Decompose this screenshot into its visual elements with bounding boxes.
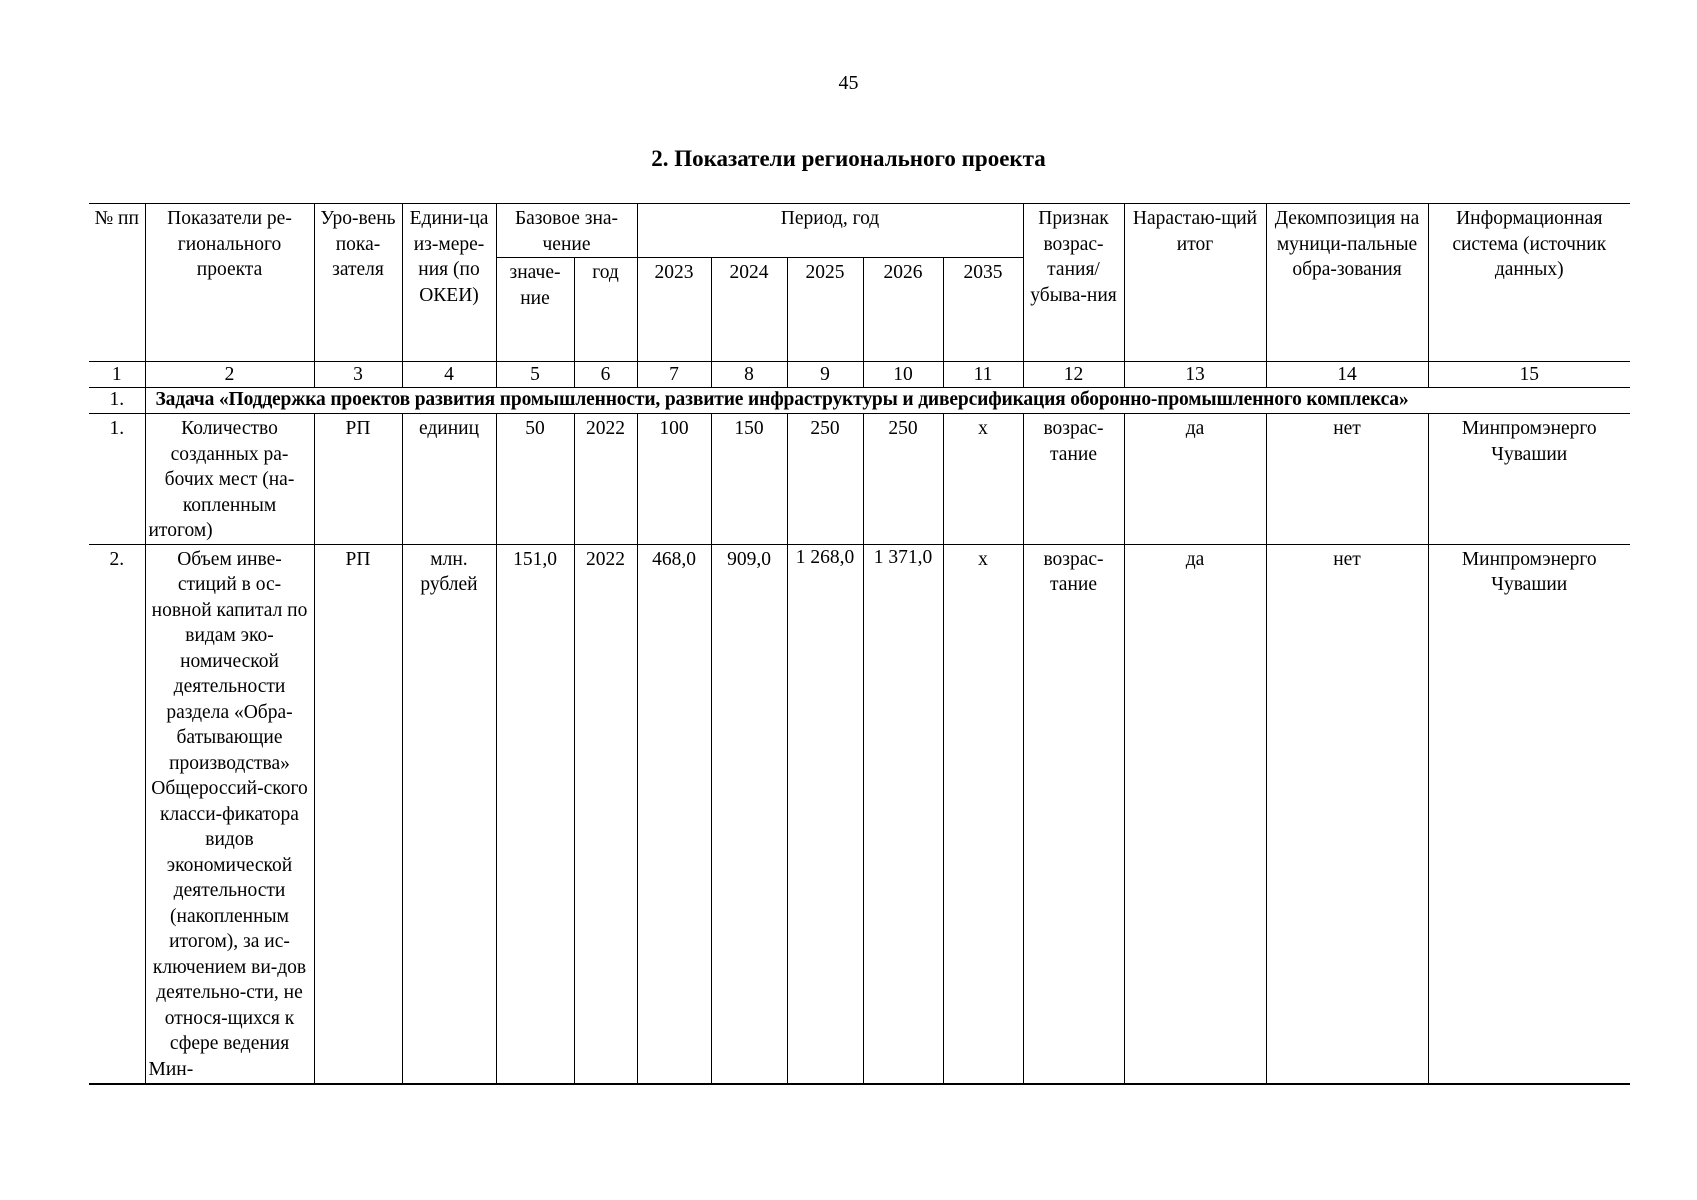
row-unit: единиц: [402, 414, 496, 545]
indicators-table: [89, 203, 1630, 1085]
row-value-2035: х: [943, 414, 1023, 545]
row-base-value: 50: [496, 414, 574, 545]
header-no: № пп: [89, 204, 145, 362]
row-value-2023: 100: [637, 414, 711, 545]
task-row: [89, 388, 1630, 414]
row-sign: возрас-тание: [1023, 414, 1124, 545]
header-base-value: значе-ние: [496, 258, 574, 362]
header-info-system: Информационная система (источник данных): [1428, 204, 1630, 362]
column-numbers-row: [89, 362, 1630, 388]
row-cumulative: да: [1124, 414, 1266, 545]
row-indicator: Количество созданных ра-бочих мест (на-копленным итогом): [145, 414, 314, 545]
header-year-2026: 2026: [863, 258, 943, 362]
header-year-2025: 2025: [787, 258, 863, 362]
row-level: РП: [314, 414, 402, 545]
row-info-system: Минпромэнерго Чувашии: [1428, 414, 1630, 545]
column-number: 10: [863, 362, 943, 388]
header-decomposition: Декомпозиция на муници-пальные обра-зования: [1266, 204, 1428, 362]
row-value-2023: 468,0: [637, 544, 711, 1084]
column-number: 6: [574, 362, 637, 388]
page-number: 45: [838, 72, 859, 94]
header-period: Период, год: [637, 204, 1023, 258]
task-text: Задача «Поддержка проектов развития промышленности, развитие инфраструктуры и диверсификация оборонно-промышленного комплекса»: [145, 388, 1630, 414]
row-unit: млн. рублей: [402, 544, 496, 1084]
column-number: 15: [1428, 362, 1630, 388]
header-indicator: Показатели ре-гионального проекта: [145, 204, 314, 362]
row-value-2025: 1 268,0: [787, 544, 863, 1084]
header-year-2024: 2024: [711, 258, 787, 362]
row-value-2026: 250: [863, 414, 943, 545]
row-sign: возрас-тание: [1023, 544, 1124, 1084]
row-base-year: 2022: [574, 414, 637, 545]
row-indicator: Объем инве-стиций в ос-новной капитал по видам эко-номической деятельности раздела «Обра-батывающие производства» Общероссий-ского класси-фикатора видов экономической деятельности (накопленным итогом), за ис-ключением ви-дов деятельно-сти, не относя-щихся к сфере ведения Мин-: [145, 544, 314, 1084]
row-number: 2.: [89, 544, 145, 1084]
header-year-2023: 2023: [637, 258, 711, 362]
header-sign: Признак возрас-тания/ убыва-ния: [1023, 204, 1124, 362]
column-number: 12: [1023, 362, 1124, 388]
row-value-2024: 150: [711, 414, 787, 545]
row-value-2035: х: [943, 544, 1023, 1084]
row-value-2025: 250: [787, 414, 863, 545]
column-number: 5: [496, 362, 574, 388]
row-decomposition: нет: [1266, 414, 1428, 545]
task-number: 1.: [89, 388, 145, 414]
row-value-2024: 909,0: [711, 544, 787, 1084]
page-title: 2. Показатели регионального проекта: [651, 146, 1046, 171]
column-number: 11: [943, 362, 1023, 388]
header-base: Базовое зна-чение: [496, 204, 637, 258]
header-cumulative: Нарастаю-щий итог: [1124, 204, 1266, 362]
header-level: Уро-вень пока-зателя: [314, 204, 402, 362]
table-row: [89, 544, 1630, 1084]
column-number: 9: [787, 362, 863, 388]
column-number: 7: [637, 362, 711, 388]
row-base-year: 2022: [574, 544, 637, 1084]
row-value-2026: 1 371,0: [863, 544, 943, 1084]
header-base-year: год: [574, 258, 637, 362]
row-info-system: Минпромэнерго Чувашии: [1428, 544, 1630, 1084]
header-unit: Едини-ца из-мере-ния (по ОКЕИ): [402, 204, 496, 362]
row-decomposition: нет: [1266, 544, 1428, 1084]
row-base-value: 151,0: [496, 544, 574, 1084]
row-number: 1.: [89, 414, 145, 545]
column-number: 1: [89, 362, 145, 388]
header-row-1: [89, 204, 1630, 258]
table-row: [89, 414, 1630, 545]
column-number: 14: [1266, 362, 1428, 388]
column-number: 8: [711, 362, 787, 388]
column-number: 3: [314, 362, 402, 388]
column-number: 4: [402, 362, 496, 388]
column-number: 13: [1124, 362, 1266, 388]
row-cumulative: да: [1124, 544, 1266, 1084]
header-year-2035: 2035: [943, 258, 1023, 362]
column-number: 2: [145, 362, 314, 388]
row-level: РП: [314, 544, 402, 1084]
